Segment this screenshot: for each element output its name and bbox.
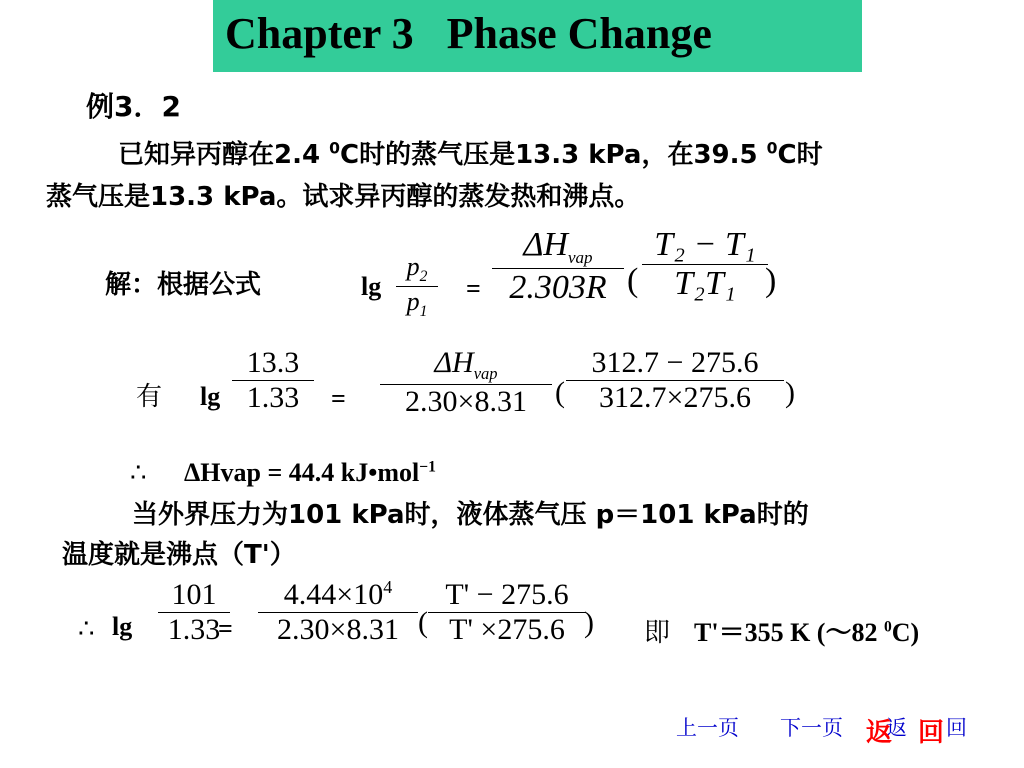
return-label-back: 返 <box>886 716 907 740</box>
answer-label: 即 <box>644 618 671 648</box>
example-label: 例3．2 <box>86 90 181 123</box>
eq3-temperature-fraction: $\frac{T' - 275.6}{T' \times 275.6}$ <box>428 578 586 647</box>
eq1-enthalpy-fraction: $\Delta H_{vap}$ 2.303R <box>492 226 624 307</box>
eq1-temperature-fraction: $\frac{\text{T₂ − T₁}}{\text{T₂T₁}}$ <box>642 226 768 303</box>
problem-line-1: 已知异丙醇在2.4 $^0$C时的蒸气压是13.3 kPa，在39.5 $^0$C时 <box>118 139 823 170</box>
eq2-paren-open: ( <box>555 376 565 409</box>
eq1-pressure-ratio: $\frac{p_2}{p_1}$ <box>396 252 438 321</box>
eq2-temperature-fraction: $\frac{312.7 - 275.6}{312.7\times 275.6}$ <box>566 346 784 415</box>
eq1-equals: = <box>466 274 481 303</box>
title-banner <box>213 0 862 72</box>
eq2-lg: lg <box>200 382 221 411</box>
eq3-lg: lg <box>112 612 133 641</box>
therefore-symbol-1: ∴ <box>130 458 147 487</box>
boiling-line-1: 当外界压力为101 kPa时，液体蒸气压 p＝101 kPa时的 <box>132 500 809 530</box>
eq1-lg: lg <box>361 272 382 301</box>
boiling-point-answer: T'＝355 K (～82 $^0$C) <box>694 618 920 647</box>
eq3-enthalpy-fraction: $\frac{4.44\times 10^4}{2.30\times 8.31}$ <box>258 578 418 647</box>
eq2-enthalpy-fraction: $\Delta H_{vap}$ 2.30×8.31 <box>380 346 552 419</box>
next-page-link[interactable]: 下一页 <box>780 716 843 740</box>
eq2-pressure-ratio: $\frac{13.3}{1.33}$ <box>232 346 314 415</box>
eq3-paren-close: ) <box>584 606 594 639</box>
eq2-equals: = <box>331 384 346 413</box>
eq1-paren-close: ) <box>765 262 777 299</box>
solution-label: 解：根据公式 <box>105 270 262 300</box>
slide-title: Chapter 3 Phase Change <box>225 9 712 58</box>
eq3-paren-open: ( <box>418 606 428 639</box>
problem-line-2: 蒸气压是13.3 kPa。试求异丙醇的蒸发热和沸点。 <box>46 182 641 212</box>
enthalpy-result: ΔHvap = 44.4 kJ•mol$^{-1}$ <box>184 458 436 487</box>
return-label-return: 回 <box>946 716 967 740</box>
return-button[interactable] <box>866 708 976 748</box>
boiling-line-2: 温度就是沸点（T'） <box>62 540 296 570</box>
prev-page-link[interactable]: 上一页 <box>676 716 739 740</box>
eq1-paren-open: ( <box>627 262 639 299</box>
therefore-symbol-2: ∴ <box>78 614 95 643</box>
return-label-return-red: 回 <box>918 718 945 748</box>
eq3-pressure-ratio: $\frac{101}{1.33}$ <box>158 578 230 647</box>
eq3-equals: = <box>218 614 233 643</box>
eq2-paren-close: ) <box>785 376 795 409</box>
eq2-label: 有 <box>136 382 163 412</box>
return-label-back-red: 返 <box>866 718 893 748</box>
